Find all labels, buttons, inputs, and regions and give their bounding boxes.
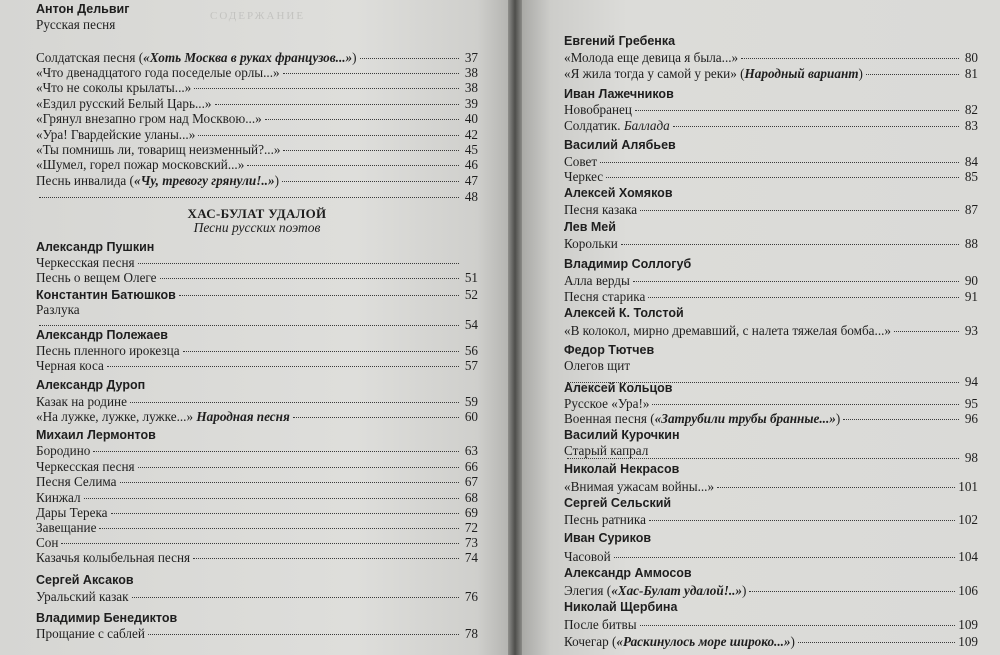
toc-entry: «Ездил русский Белый Царь...» 39 — [36, 96, 478, 111]
toc-entry: Черная коса 57 — [36, 358, 478, 373]
toc-entry: После битвы 109 — [564, 617, 978, 632]
toc-entry: Кочегар («Раскинулось море широко...») 109 — [564, 634, 978, 649]
toc-entry: Элегия («Хас-Булат удалой!..») 106 — [564, 583, 978, 598]
toc-entry: Часовой 104 — [564, 549, 978, 564]
toc-entry: Дары Терека 69 — [36, 505, 478, 520]
toc-entry: Олегов щит — [564, 358, 631, 373]
toc-entry: Солдатская песня («Хоть Москва в руках французов...») 37 — [36, 50, 478, 65]
author-delvig: Антон Дельвиг — [36, 2, 130, 16]
toc-entry: Песнь ратника 102 — [564, 512, 978, 527]
author-tyutchev: Федор Тютчев — [564, 343, 655, 357]
toc-entry: «Грянул внезапно гром над Москвою...» 40 — [36, 111, 478, 126]
author-aksakov: Сергей Аксаков — [36, 573, 134, 587]
toc-entry: 98 — [564, 450, 978, 465]
author-selsky: Сергей Сельский — [564, 496, 672, 510]
author-nekrasov: Николай Некрасов — [564, 462, 680, 476]
toc-entry: Песнь инвалида («Чу, тревогу грянули!..») 47 — [36, 173, 478, 188]
toc-entry: Солдатик. Баллада 83 — [564, 118, 978, 133]
author-ammosov: Александр Аммосов — [564, 566, 692, 580]
toc-entry: «Шумел, горел пожар московский...» 46 — [36, 157, 478, 172]
author-kurochkin: Василий Курочкин — [564, 428, 680, 442]
toc-entry: Песня казака 87 — [564, 202, 978, 217]
toc-entry: 48 — [36, 189, 478, 204]
toc-entry: Черкесская песня — [36, 255, 478, 270]
author-tolstoy: Алексей К. Толстой — [564, 306, 684, 320]
toc-entry: Уральский казак 76 — [36, 589, 478, 604]
toc-entry: «Молода еще девица я была...» 80 — [564, 50, 978, 65]
toc-entry: Новобранец 82 — [564, 102, 978, 117]
author-sollogub: Владимир Соллогуб — [564, 257, 692, 271]
toc-entry: Алла верды 90 — [564, 273, 978, 288]
section-subtitle: Песни русских поэтов — [193, 220, 321, 235]
right-page — [522, 0, 1000, 655]
author-lazhechnikov: Иван Лажечников — [564, 87, 674, 101]
toc-entry: «Ты помнишь ли, товарищ неизменный?...» 45 — [36, 142, 478, 157]
author-benediktov: Владимир Бенедиктов — [36, 611, 178, 625]
toc-entry: Военная песня («Затрубили трубы бранные...») 96 — [564, 411, 978, 426]
toc-entry: Завещание 72 — [36, 520, 478, 535]
toc-entry: Совет 84 — [564, 154, 978, 169]
toc-entry: Сон 73 — [36, 535, 478, 550]
toc-entry: Старый капрал — [564, 443, 649, 458]
author-alyabyev: Василий Алябьев — [564, 138, 676, 152]
toc-entry: «Я жила тогда у самой у реки» (Народный вариант) 81 — [564, 66, 978, 81]
ghost-heading: СОДЕРЖАНИЕ — [210, 10, 306, 22]
toc-entry: Русское «Ура!» 95 — [564, 396, 978, 411]
toc-entry: Песня Селима 67 — [36, 474, 478, 489]
toc-entry: Корольки 88 — [564, 236, 978, 251]
author-durop: Александр Дуроп — [36, 378, 146, 392]
author-surikov: Иван Суриков — [564, 531, 652, 545]
toc-entry: «На лужке, лужке, лужке...» Народная песня 60 — [36, 409, 478, 424]
author-koltsov: Алексей Кольцов — [564, 381, 673, 395]
toc-entry: 94 — [564, 374, 978, 389]
toc-entry: 54 — [36, 317, 478, 332]
toc-entry: Прощание с саблей 78 — [36, 626, 478, 641]
author-grebenka: Евгений Гребенка — [564, 34, 676, 48]
author-mey: Лев Мей — [564, 220, 616, 234]
toc-entry: Песня старика 91 — [564, 289, 978, 304]
section-title: ХАС-БУЛАТ УДАЛОЙ — [187, 206, 327, 221]
author-shcherbina: Николай Щербина — [564, 600, 678, 614]
toc-entry: «В колокол, мирно дремавший, с налета тяжелая бомба...» 93 — [564, 323, 978, 338]
author-khomyakov: Алексей Хомяков — [564, 186, 673, 200]
toc-entry: Песнь о вещем Олеге 51 — [36, 270, 478, 285]
toc-entry: «Внимая ужасам войны...» 101 — [564, 479, 978, 494]
toc-entry: Казак на родине 59 — [36, 394, 478, 409]
toc-entry: Русская песня — [36, 17, 116, 32]
book-gutter — [508, 0, 522, 655]
toc-entry: Черкесская песня 66 — [36, 459, 478, 474]
toc-entry: Кинжал 68 — [36, 490, 478, 505]
toc-entry: «Что двенадцатого года поседелые орлы...» 38 — [36, 65, 478, 80]
toc-entry: Черкес 85 — [564, 169, 978, 184]
toc-entry: Казачья колыбельная песня 74 — [36, 550, 478, 565]
toc-entry: «Ура! Гвардейские уланы...» 42 — [36, 127, 478, 142]
author-batyushkov: Константин Батюшков 52 — [36, 287, 478, 302]
toc-entry: Песнь пленного ирокезца 56 — [36, 343, 478, 358]
author-pushkin: Александр Пушкин — [36, 240, 155, 254]
toc-entry: Разлука — [36, 302, 80, 317]
author-polezhaev: Александр Полежаев — [36, 328, 168, 342]
author-lermontov: Михаил Лермонтов — [36, 428, 156, 442]
toc-entry: «Что не соколы крылаты...» 38 — [36, 80, 478, 95]
toc-entry: Бородино 63 — [36, 443, 478, 458]
